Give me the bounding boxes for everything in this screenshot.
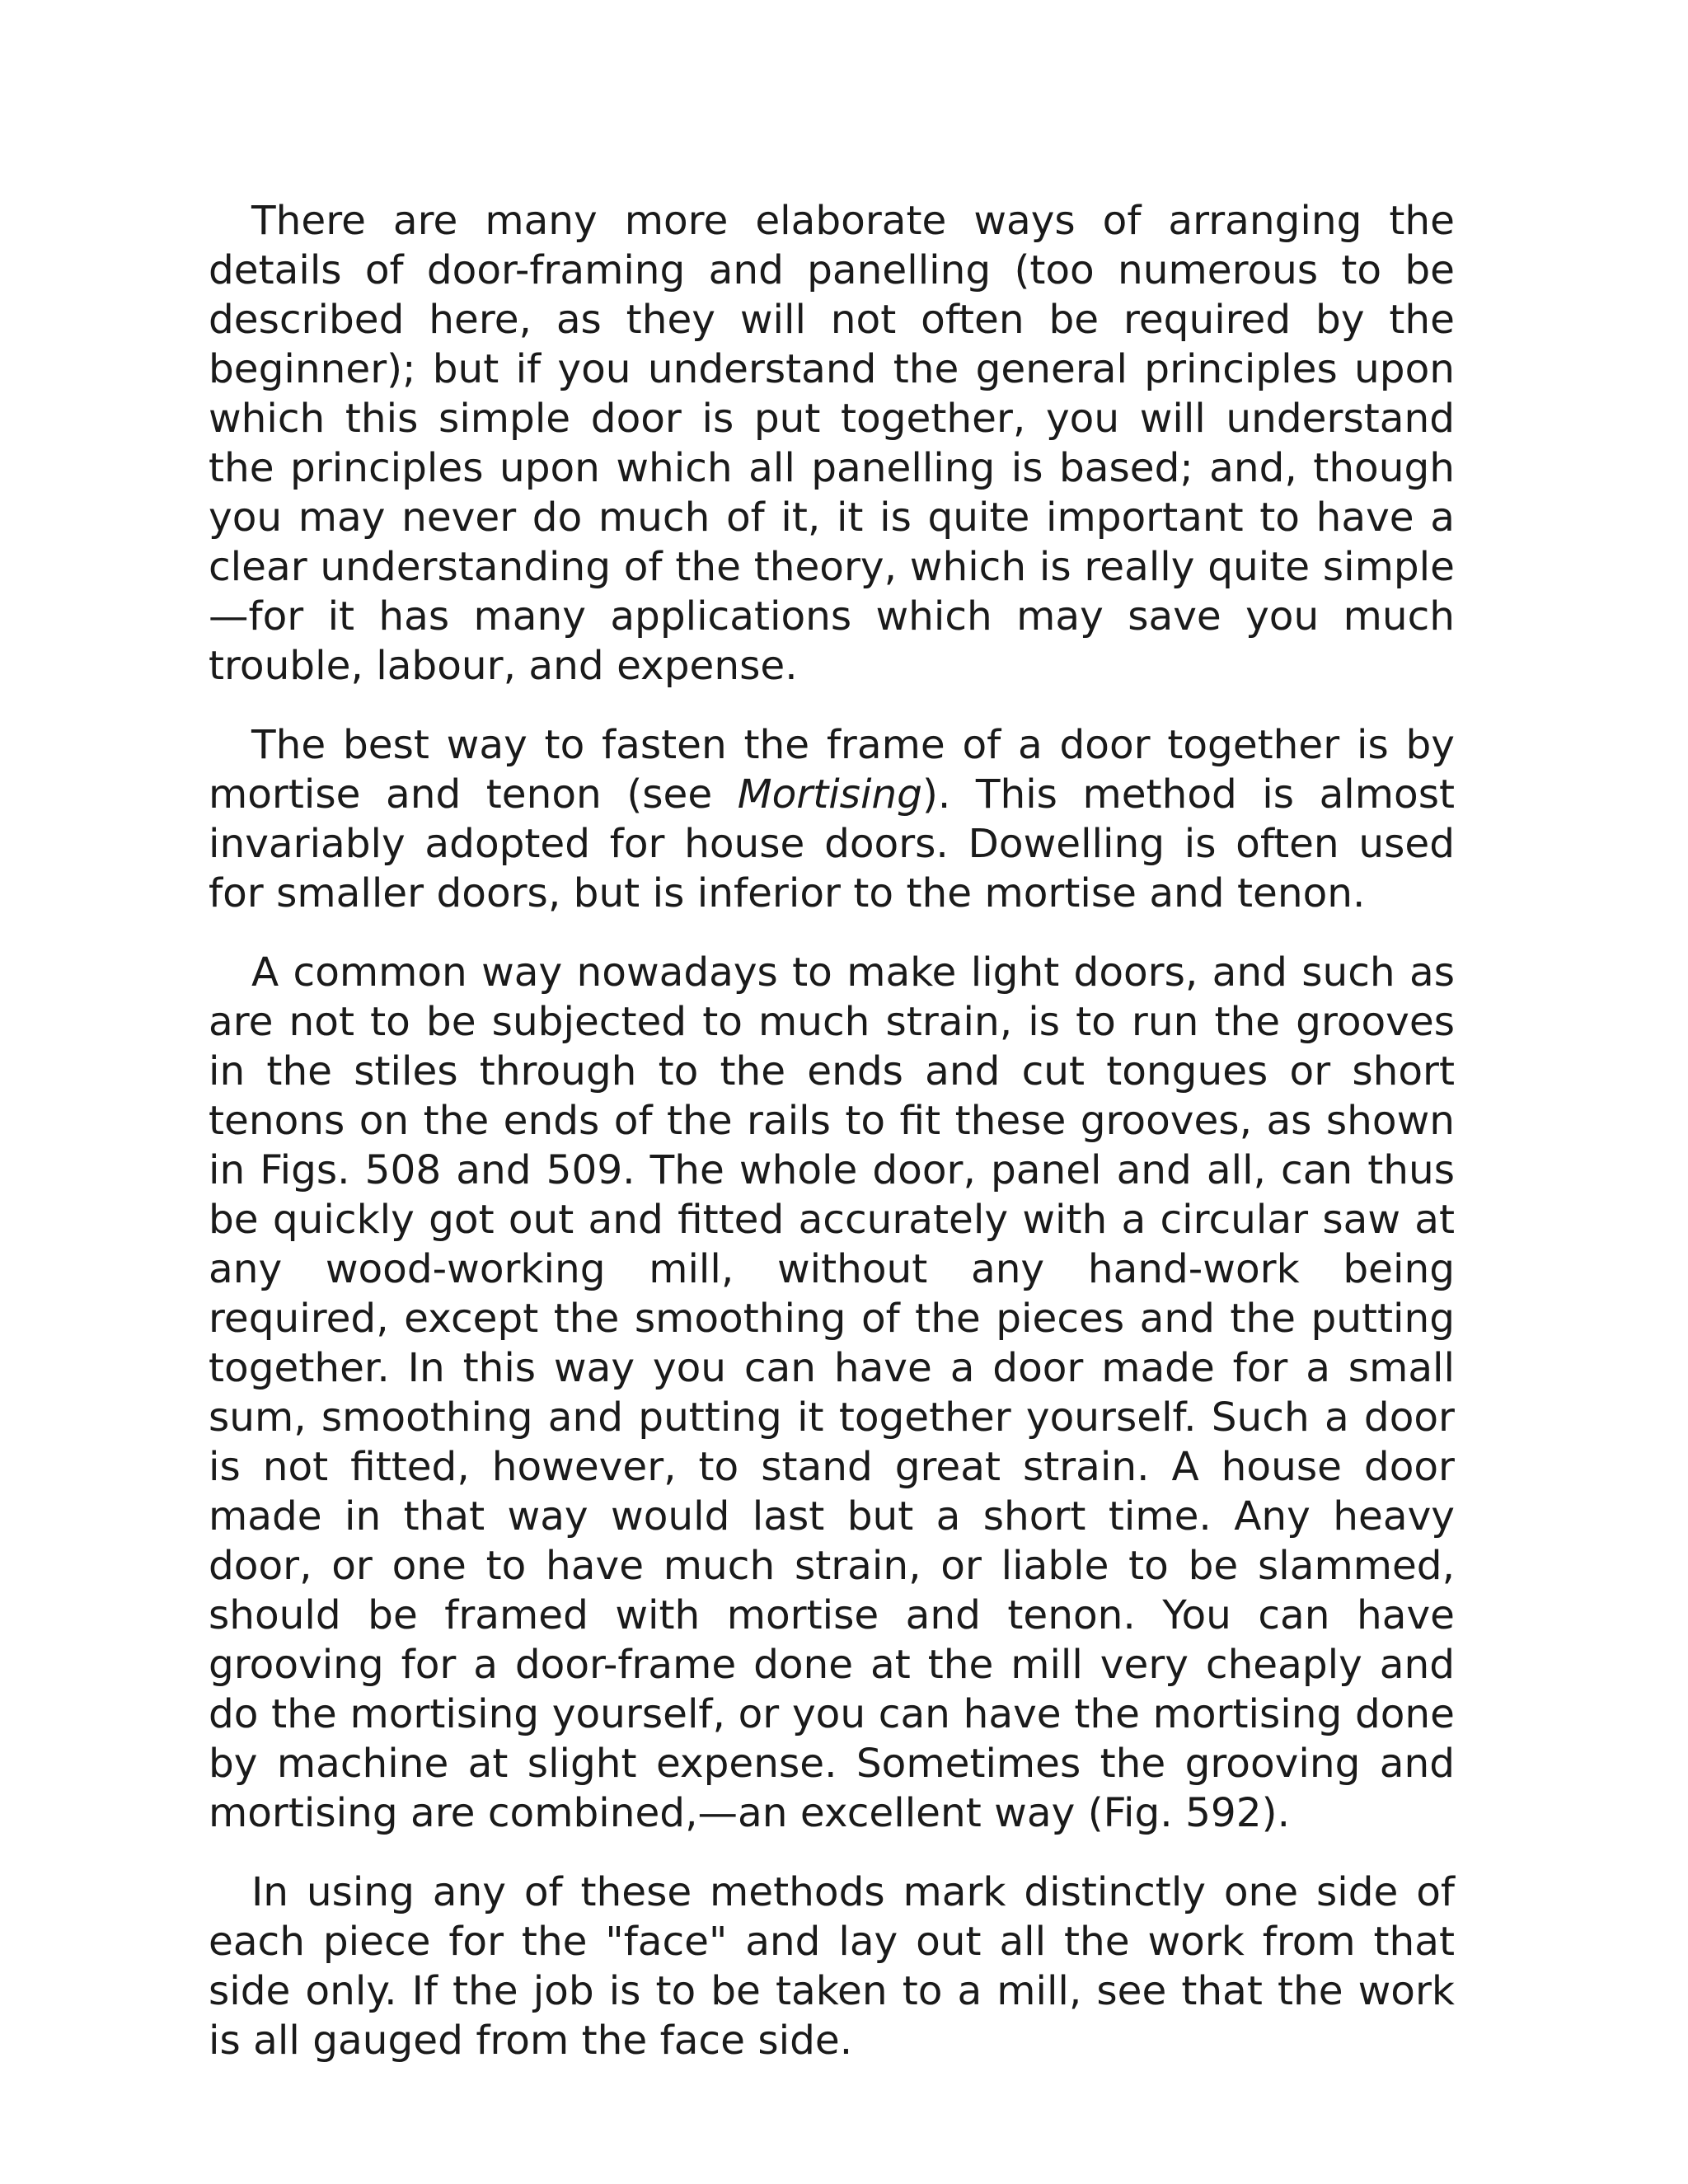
- paragraph-light-doors: A common way nowadays to make light doors, and such as are not to be subjected to much strain, is to run the grooves in the stiles through to the ends and cut tongues or short tenons on the ends of the rails to fit these grooves, as shown in Figs. 508 and 509. The whole door, panel and all, can thus be quickly got out and fitted accurately with a circular saw at any wood-working mill, without any hand-work being required, except the smoothing of the pieces and the putting together. In this way you can have a door made for a small sum, smoothing and putting it together yourself. Such a door is not fitted, however, to stand great strain. A house door made in that way would last but a short time. Any heavy door, or one to have much strain, or liable to be slammed, should be framed with mortise and tenon. You can have grooving for a door-frame done at the mill very cheaply and do the mortising yourself, or you can have the mortising done by machine at slight expense. Sometimes the grooving and mortising are combined,—an excellent way (Fig. 592).: [209, 949, 1455, 1836]
- document-page: [209, 196, 1455, 2065]
- paragraph-mortise-and-tenon: [209, 720, 1455, 918]
- paragraph-mortise-text-before: The best way to fasten the frame of a door together is by mortise and tenon (see: [209, 722, 1455, 818]
- paragraph-mortise-text-after: ). This method is almost invariably adopted for house doors. Dowelling is often used for smaller doors, but is inferior to the mortise and tenon.: [209, 771, 1455, 916]
- paragraph-panelling-principles: There are many more elaborate ways of arranging the details of door-framing and panelling (too numerous to be described here, as they will not often be required by the beginner); but if you understand the general principles upon which this simple door is put together, you will understand the principles upon which all panelling is based; and, though you may never do much of it, it is quite important to have a clear understanding of the theory, which is really quite simple—for it has many applications which may save you much trouble, labour, and expense.: [209, 198, 1455, 689]
- mortising-reference: Mortising: [737, 771, 922, 818]
- paragraph-face-side: In using any of these methods mark distinctly one side of each piece for the "face" and lay out all the work from that side only. If the job is to be taken to a mill, see that the work is all gauged from the face side.: [209, 1869, 1455, 2064]
